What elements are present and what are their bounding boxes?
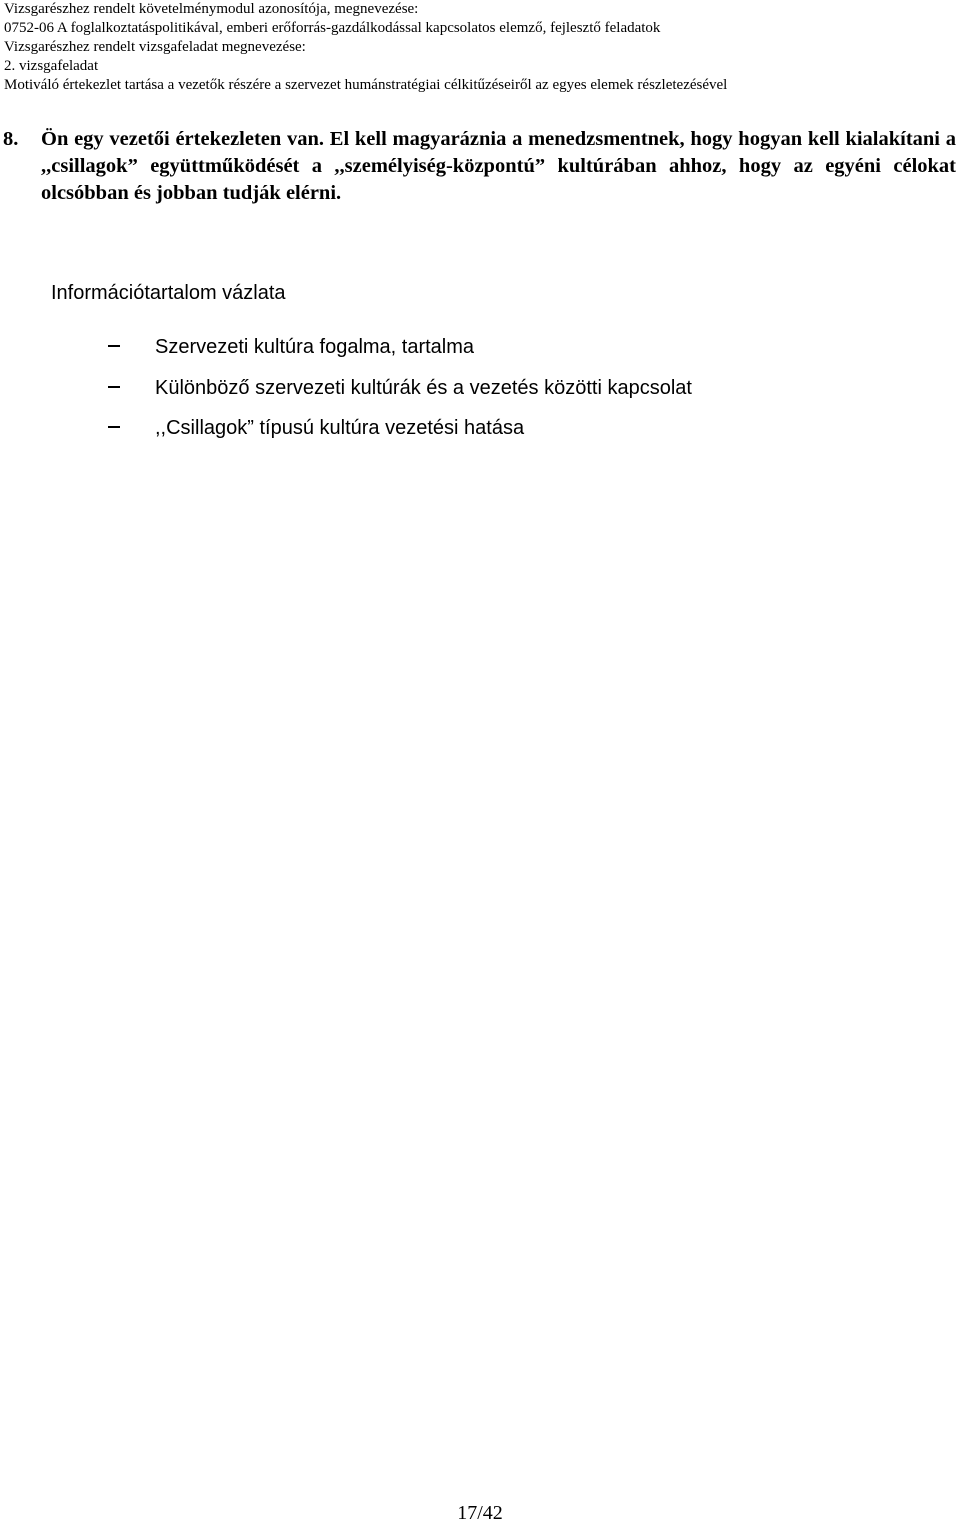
header-task-name: Motiváló értekezlet tartása a vezetők részére a szervezet humánstratégiai célkitűzéseiről az egyes elemek részletezésével [4,77,728,93]
task-statement [3,126,956,207]
header-task-label: Vizsgarészhez rendelt vizsgafeladat megnevezése: [4,39,306,55]
outline-item-text: Szervezeti kultúra fogalma, tartalma [155,336,475,358]
list-item [0,375,960,416]
outline-title: Információtartalom vázlata [51,282,286,304]
page-number: 17/42 [457,1502,503,1524]
outline-item-text: ,,Csillagok” típusú kultúra vezetési hatása [155,417,525,439]
header-task-number: 2. vizsgafeladat [4,58,99,74]
outline-list [0,334,960,456]
dash-bullet-icon [108,345,120,347]
header-module-label: Vizsgarészhez rendelt követelménymodul azonosítója, megnevezése: [4,1,419,17]
dash-bullet-icon [108,426,120,428]
outline-item-text: Különböző szervezeti kultúrák és a vezetés közötti kapcsolat [155,376,692,399]
document-header [4,0,954,95]
list-item [0,334,960,375]
list-item [0,415,960,456]
task-text: Ön egy vezetői értekezleten van. El kell magyaráznia a menedzsmentnek, hogy hogyan kell kialakítani a ,,csillagok” együttműködését a ,,személyiség-központú” kultúrában ahhoz, hogy az egyéni célokat olcsóbban és jobban tudják elérni. [41,128,956,204]
dash-bullet-icon [108,386,120,388]
task-number: 8. [3,128,19,150]
header-module-name: 0752-06 A foglalkoztatáspolitikával, emberi erőforrás-gazdálkodással kapcsolatos elemző, fejlesztő feladatok [4,20,661,36]
